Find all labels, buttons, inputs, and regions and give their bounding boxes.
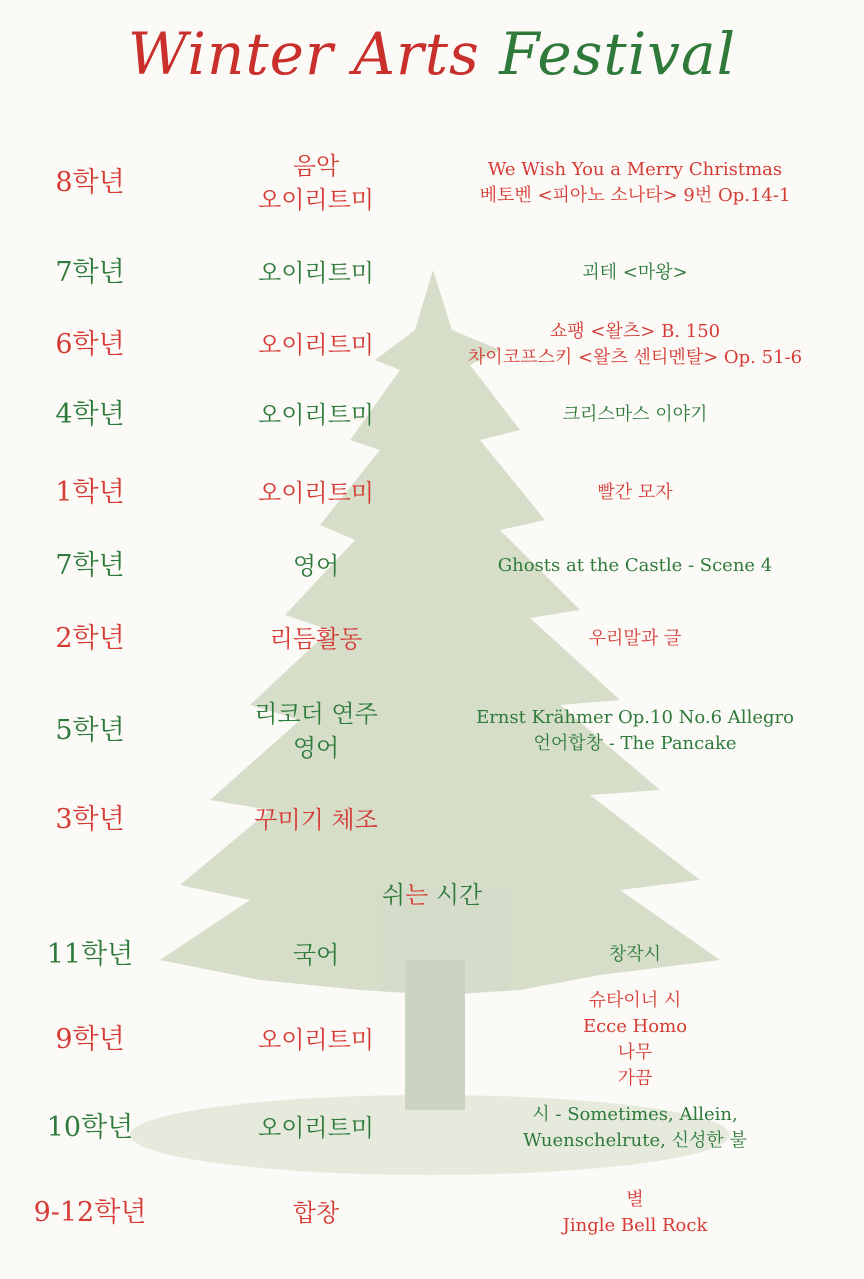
piece-title: Ernst Krähmer Op.10 No.6 Allegro xyxy=(476,706,794,728)
grade-label: 5학년 xyxy=(55,714,125,746)
grade-label: 4학년 xyxy=(55,398,125,430)
piece-title: Ecce Homo xyxy=(582,1016,688,1037)
grade-label: 6학년 xyxy=(55,329,125,360)
piece-title: 시 - Sometimes, Allein, xyxy=(532,1103,738,1125)
subject-label: 오이리트미 xyxy=(258,1026,374,1054)
subject-cell xyxy=(210,468,422,518)
program-row xyxy=(0,542,864,590)
subject-label: 오이리트미 xyxy=(258,186,374,214)
piece-title: We Wish You a Merry Christmas xyxy=(487,159,783,180)
piece-cell xyxy=(430,615,840,663)
piece-title: 언어합창 - The Pancake xyxy=(533,732,737,754)
piece-title: 가끔 xyxy=(617,1068,653,1089)
subject-label: 합창 xyxy=(292,1198,340,1227)
piece-cell xyxy=(430,315,840,375)
subject-label: 영어 xyxy=(292,552,340,580)
piece-title: 슈타이너 시 xyxy=(588,990,682,1011)
program-row xyxy=(0,250,864,295)
subject-label: 국어 xyxy=(292,941,340,969)
piece-cell xyxy=(430,985,840,1095)
subject-label: 오이리트미 xyxy=(258,1113,374,1142)
subject-cell xyxy=(210,795,422,845)
piece-cell xyxy=(430,138,840,228)
program-row xyxy=(0,1180,864,1245)
grade-label: 1학년 xyxy=(55,477,125,508)
piece-title: 빨간 모자 xyxy=(597,482,673,503)
grade-label: 9학년 xyxy=(55,1024,125,1055)
program-row xyxy=(0,315,864,375)
grade-label: 3학년 xyxy=(55,804,125,835)
piece-cell xyxy=(430,930,840,980)
program-row xyxy=(0,138,864,228)
title-word-arts: Arts xyxy=(353,20,480,88)
piece-title: 나무 xyxy=(617,1042,653,1063)
subject-label: 리코더 연주 xyxy=(254,699,378,728)
piece-title: 쇼팽 <왈츠> B. 150 xyxy=(549,321,721,342)
title-word-festival: Festival xyxy=(499,20,737,88)
grade-label: 8학년 xyxy=(55,167,125,198)
piece-title: 우리말과 글 xyxy=(588,628,682,649)
subject-cell xyxy=(210,1180,422,1245)
subject-cell xyxy=(210,315,422,375)
subject-label: 음악 xyxy=(292,152,340,180)
piece-title: 별 xyxy=(626,1188,644,1210)
subject-cell xyxy=(210,392,422,437)
subject-label: 오이리트미 xyxy=(258,479,374,507)
program-row xyxy=(0,468,864,518)
piece-title: Jingle Bell Rock xyxy=(562,1214,708,1236)
subject-label: 오이리트미 xyxy=(258,331,374,359)
intermission-part-3: 시간 xyxy=(428,881,483,909)
piece-cell xyxy=(430,250,840,295)
intermission-part-2: 는 xyxy=(405,881,429,909)
piece-cell xyxy=(430,693,840,768)
intermission-part-1: 쉬 xyxy=(381,881,405,909)
subject-cell xyxy=(210,693,422,768)
piece-cell xyxy=(430,1180,840,1245)
piece-cell xyxy=(430,392,840,437)
subject-cell xyxy=(210,542,422,590)
festival-title xyxy=(0,14,864,94)
program-row xyxy=(0,795,864,845)
program-row xyxy=(0,693,864,768)
piece-title: Wuenschelrute, 신성한 불 xyxy=(523,1129,747,1151)
program-row xyxy=(0,1100,864,1155)
subject-cell xyxy=(210,1100,422,1155)
piece-title: 베토벤 <피아노 소나타> 9번 Op.14-1 xyxy=(479,185,791,206)
subject-label: 오이리트미 xyxy=(258,400,374,429)
grade-label: 7학년 xyxy=(55,550,125,581)
piece-title: 괴테 <마왕> xyxy=(582,261,688,283)
subject-cell xyxy=(210,250,422,295)
grade-label: 10학년 xyxy=(46,1111,134,1143)
subject-cell xyxy=(210,985,422,1095)
piece-title: 차이코프스키 <왈츠 센티멘탈> Op. 51-6 xyxy=(467,347,803,368)
title-word-winter: Winter xyxy=(127,20,334,88)
subject-cell xyxy=(210,138,422,228)
piece-cell xyxy=(430,542,840,590)
subject-label: 리듬활동 xyxy=(269,625,363,653)
program-row xyxy=(0,392,864,437)
program-row xyxy=(0,985,864,1095)
program-row xyxy=(0,615,864,663)
program-row xyxy=(0,930,864,980)
piece-title: 크리스마스 이야기 xyxy=(562,403,708,425)
grade-label: 11학년 xyxy=(46,939,134,970)
piece-title: Ghosts at the Castle - Scene 4 xyxy=(497,555,773,576)
subject-label: 오이리트미 xyxy=(258,258,374,287)
piece-cell xyxy=(430,795,840,845)
grade-label: 9-12학년 xyxy=(33,1196,147,1228)
grade-label: 7학년 xyxy=(55,256,125,288)
piece-cell xyxy=(430,468,840,518)
grade-label: 2학년 xyxy=(55,623,125,654)
piece-title: 창작시 xyxy=(608,944,662,965)
piece-cell xyxy=(430,1100,840,1155)
subject-cell xyxy=(210,930,422,980)
subject-label: 영어 xyxy=(292,733,340,762)
subject-cell xyxy=(210,615,422,663)
subject-label: 꾸미기 체조 xyxy=(254,806,378,834)
intermission-label xyxy=(0,875,864,915)
